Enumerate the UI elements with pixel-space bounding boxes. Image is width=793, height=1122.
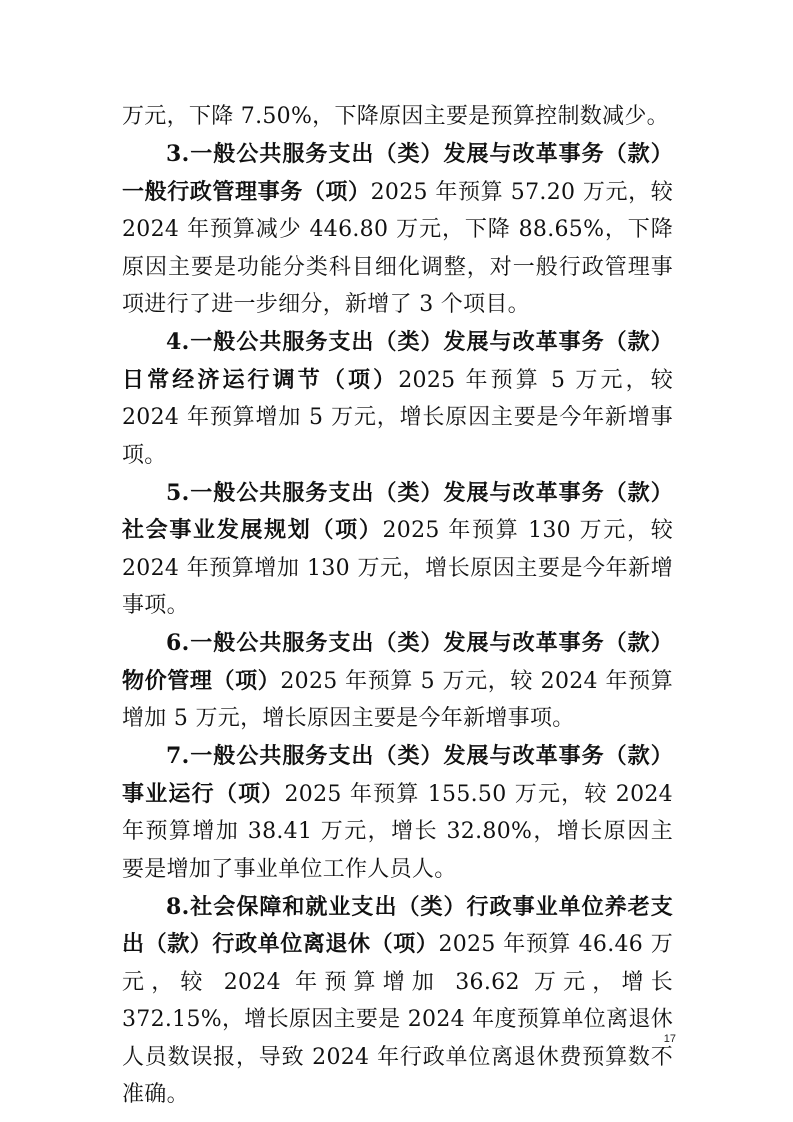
paragraph-heading: 8.社会保障和就业支出（类）行政事业单位养老支出（款）行政单位离退休（项）	[122, 893, 673, 957]
paragraph-body: 2025 年预算 46.46 万元，较 2024 年预算增加 36.62 万元，增长 372.15%，增长原因主要是 2024 年度预算单位离退休人员数误报，导致 2024 年行政单位离退休费预算数不准确。	[122, 932, 674, 1107]
paragraph-item-6	[122, 625, 673, 738]
paragraph-heading: 6.一般公共服务支出（类）发展与改革事务（款）物价管理（项）	[122, 630, 673, 694]
paragraph-heading: 4.一般公共服务支出（类）发展与改革事务（款）日常经济运行调节（项）	[122, 329, 673, 393]
paragraph-item-8	[122, 889, 673, 1114]
paragraph-body: 2025 年预算 5 万元，较 2024 年预算增加 5 万元，增长原因主要是今年新增事项。	[122, 367, 673, 468]
paragraph-heading: 7.一般公共服务支出（类）发展与改革事务（款）事业运行（项）	[122, 743, 673, 807]
paragraph-body: 2025 年预算 155.50 万元，较 2024 年预算增加 38.41 万元，增长 32.80%，增长原因主要是增加了事业单位工作人员人。	[122, 781, 673, 882]
paragraph-item-4	[122, 324, 673, 474]
page-number: 17	[663, 1033, 676, 1045]
paragraph-body: 万元，下降 7.50%，下降原因主要是预算控制数减少。	[122, 104, 669, 129]
paragraph-item-7	[122, 738, 673, 888]
paragraph-body: 2025 年预算 57.20 万元，较 2024 年预算减少 446.80 万元，下降 88.65%，下降原因主要是功能分类科目细化调整，对一般行政管理事项进行了进一步细分，新增了 3 个项目。	[122, 179, 673, 317]
document-body	[122, 98, 673, 1114]
paragraph-heading: 5.一般公共服务支出（类）发展与改革事务（款）社会事业发展规划（项）	[122, 479, 673, 543]
paragraph-body: 2025 年预算 130 万元，较 2024 年预算增加 130 万元，增长原因主要是今年新增事项。	[122, 518, 673, 618]
paragraph-heading: 3.一般公共服务支出（类）发展与改革事务（款）一般行政管理事务（项）	[122, 141, 673, 205]
paragraph-item-5	[122, 475, 673, 625]
paragraph-continuation	[122, 98, 673, 136]
paragraph-body: 2025 年预算 5 万元，较 2024 年预算增加 5 万元，增长原因主要是今年新增事项。	[122, 668, 673, 731]
paragraph-item-3	[122, 136, 673, 324]
